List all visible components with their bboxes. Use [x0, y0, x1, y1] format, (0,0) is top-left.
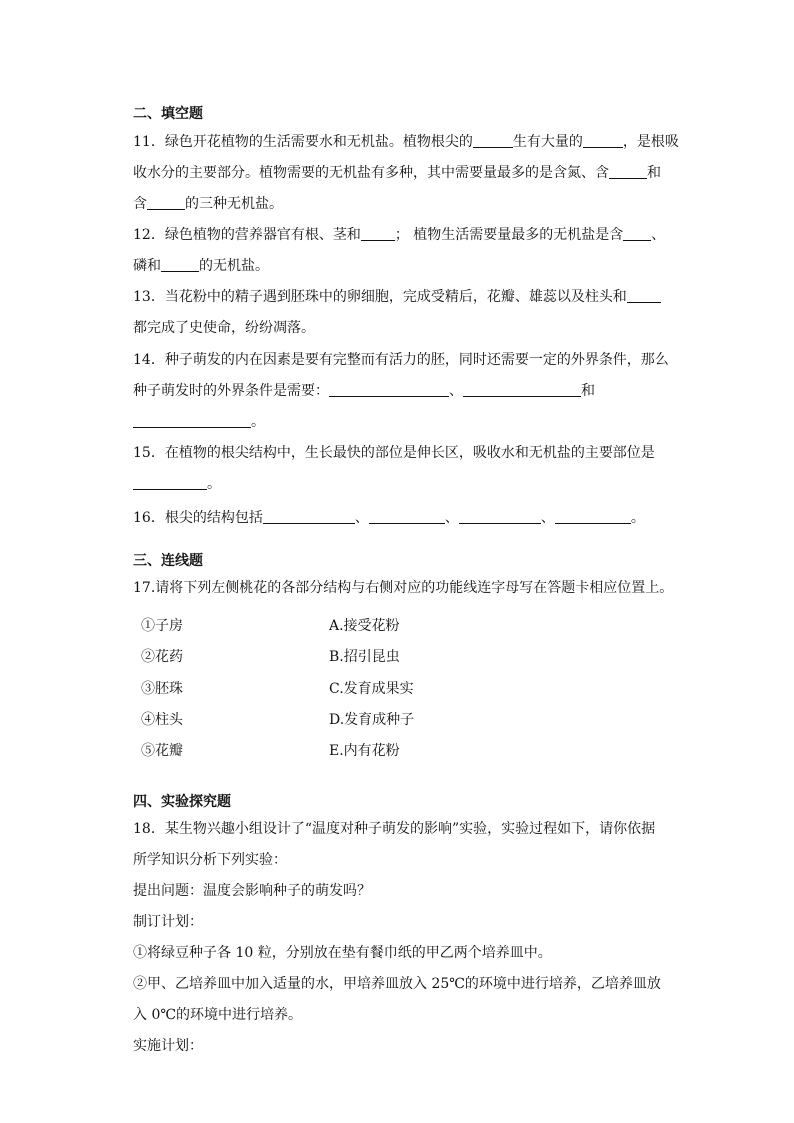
match-left-item[interactable]: ④柱头 [141, 712, 183, 728]
section-title-matching: 三、连线题 [133, 553, 203, 569]
q12-line-1: 12．绿色植物的营养器官有根、茎和 ； 植物生活需要量最多的无机盐是含 、 [133, 227, 666, 243]
q15-line-2: 。 [133, 473, 221, 493]
q18-line-4: 制订计划： [133, 914, 203, 930]
answer-blank[interactable] [361, 226, 395, 241]
match-right-item[interactable]: C.发育成果实 [329, 681, 414, 697]
answer-blank[interactable] [133, 413, 251, 428]
match-right-item[interactable]: E.内有花粉 [329, 743, 400, 759]
match-left-item[interactable]: ⑤花瓣 [141, 743, 183, 759]
q18-line-5: ①将绿豆种子各 10 粒，分别放在垫有餐巾纸的甲乙两个培养皿中。 [133, 945, 552, 961]
q14-line-2: 种子萌发时的外界条件是需要： 、 和 [133, 383, 595, 399]
answer-blank[interactable] [473, 133, 513, 148]
q11-line-3: 含 的三种无机盐。 [133, 196, 283, 212]
answer-blank[interactable] [161, 257, 199, 272]
q16-line: 16．根尖的结构包括 、 、 、 。 [133, 510, 645, 526]
answer-blank[interactable] [555, 509, 631, 524]
match-left-item[interactable]: ②花药 [141, 649, 183, 665]
q14-line-3: 。 [133, 411, 265, 431]
q14-line-1: 14．种子萌发的内在因素是要有完整而有活力的胚，同时还需要一定的外界条件，那么 [133, 352, 669, 368]
answer-blank[interactable] [609, 164, 647, 179]
q11-line-2: 收水分的主要部分。植物需要的无机盐有多种，其中需要量最多的是含氮、含 和 [133, 165, 661, 181]
answer-blank[interactable] [147, 195, 185, 210]
q17-text: 17.请将下列左侧桃花的各部分结构与右侧对应的功能线连字母写在答题卡相应位置上。 [133, 580, 674, 596]
q18-line-7: 入 0℃的环境中进行培养。 [133, 1007, 303, 1023]
answer-blank[interactable] [369, 509, 445, 524]
answer-blank[interactable] [583, 133, 623, 148]
q18-line-6: ②甲、乙培养皿中加入适量的水，甲培养皿放入 25℃的环境中进行培养，乙培养皿放 [133, 976, 661, 992]
q18-line-1: 18．某生物兴趣小组设计了“温度对种子萌发的影响”实验，实验过程如下，请你依据 [133, 821, 656, 837]
answer-blank[interactable] [133, 475, 207, 490]
q15-line-1: 15．在植物的根尖结构中，生长最快的部位是伸长区，吸收水和无机盐的主要部位是 [133, 445, 655, 461]
q18-line-3: 提出问题：温度会影响种子的萌发吗？ [133, 883, 371, 899]
answer-blank[interactable] [463, 382, 581, 397]
match-left-item[interactable]: ③胚珠 [141, 681, 183, 697]
q13-line-2: 都完成了史使命，纷纷凋落。 [133, 320, 315, 336]
q18-line-2: 所学知识分析下列实验： [133, 852, 287, 868]
q18-line-8: 实施计划： [133, 1038, 203, 1054]
match-right-item[interactable]: B.招引昆虫 [329, 649, 400, 665]
section-title-fill-in: 二、填空题 [133, 106, 203, 122]
match-right-item[interactable]: D.发育成种子 [329, 712, 415, 728]
section-title-experiment: 四、实验探究题 [133, 794, 231, 810]
answer-blank[interactable] [623, 226, 651, 241]
match-right-item[interactable]: A.接受花粉 [329, 618, 400, 634]
answer-blank[interactable] [329, 382, 449, 397]
q12-line-2: 磷和 的无机盐。 [133, 258, 269, 274]
answer-blank[interactable] [263, 509, 355, 524]
q13-line-1: 13．当花粉中的精子遇到胚珠中的卵细胞，完成受精后，花瓣、雄蕊以及柱头和 [133, 286, 661, 306]
answer-blank[interactable] [627, 288, 661, 303]
q11-line-1: 11．绿色开花植物的生活需要水和无机盐。植物根尖的 生有大量的 ，是根吸 [133, 134, 679, 150]
answer-blank[interactable] [459, 509, 541, 524]
match-left-item[interactable]: ①子房 [141, 618, 183, 634]
